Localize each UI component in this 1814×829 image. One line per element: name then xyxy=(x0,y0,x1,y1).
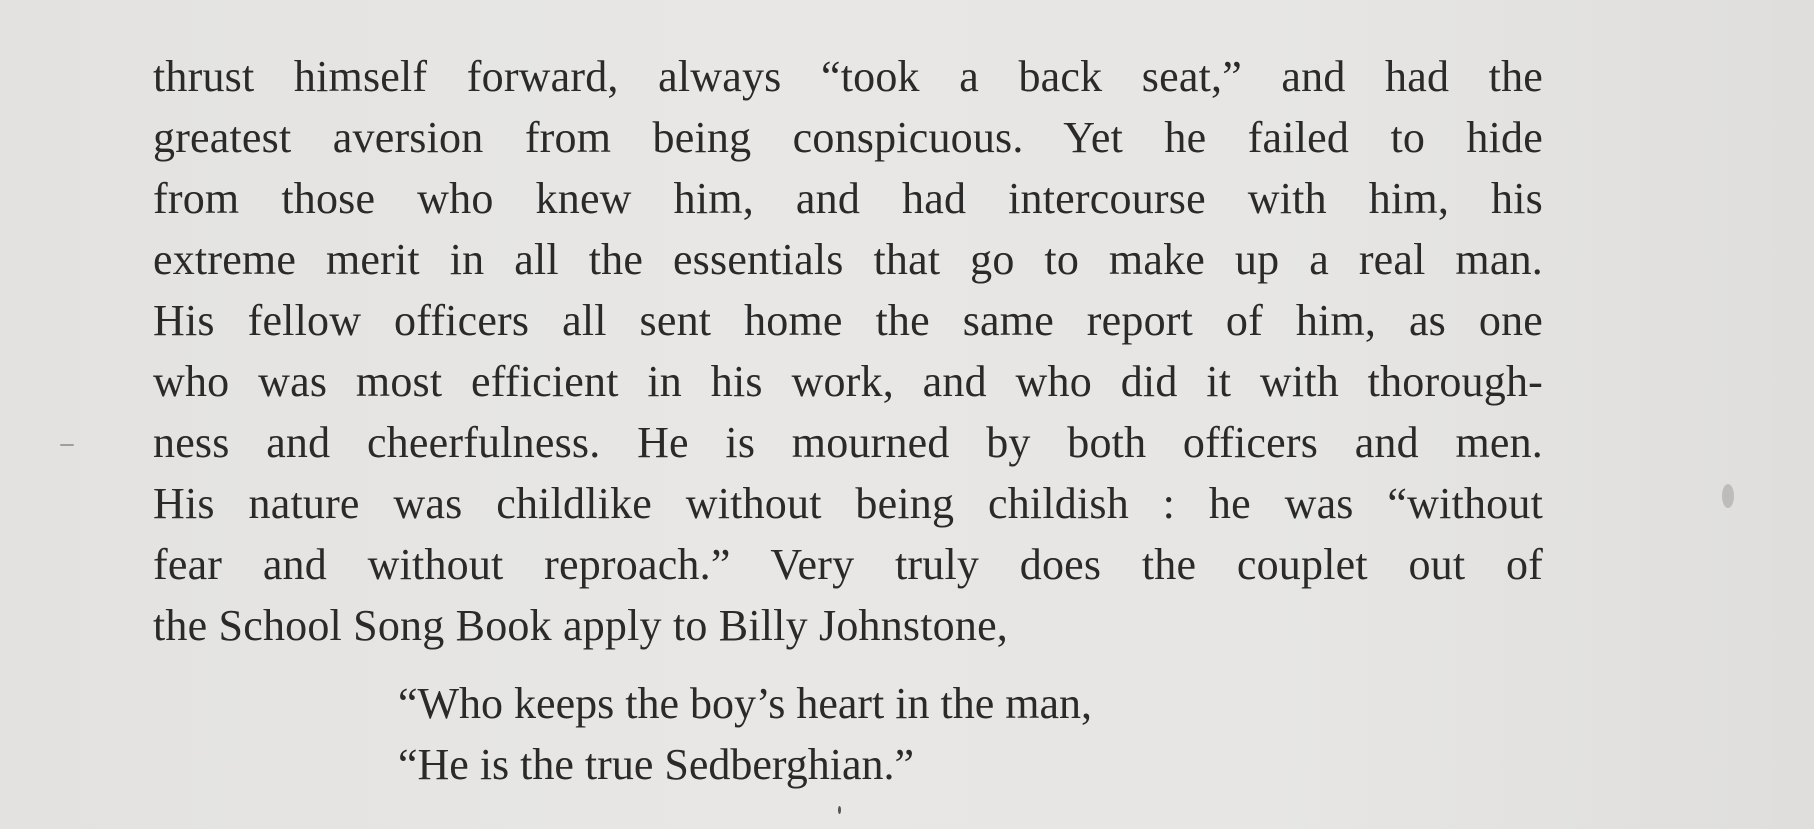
text-line: who was most efficient in his work, and who did it with thorough- xyxy=(153,357,1543,406)
text-line: the School Song Book apply to Billy Johnstone, xyxy=(153,601,1008,650)
text-line: His nature was childlike without being childish : he was “without xyxy=(153,479,1543,528)
paper-speck xyxy=(1722,484,1734,508)
text-line: greatest aversion from being conspicuous. Yet he failed to hide xyxy=(153,113,1543,162)
verse-couplet xyxy=(398,673,1092,795)
text-line: extreme merit in all the essentials that go to make up a real man. xyxy=(153,235,1543,284)
body-paragraph xyxy=(153,46,1543,656)
paper-speck xyxy=(838,806,841,814)
text-line: from those who knew him, and had intercourse with him, his xyxy=(153,174,1543,223)
margin-dash xyxy=(60,444,74,446)
text-line: ness and cheerfulness. He is mourned by both officers and men. xyxy=(153,418,1543,467)
verse-line: “He is the true Sedberghian.” xyxy=(398,740,915,789)
text-line: fear and without reproach.” Very truly does the couplet out of xyxy=(153,540,1543,589)
text-line: thrust himself forward, always “took a back seat,” and had the xyxy=(153,52,1543,101)
text-line: His fellow officers all sent home the same report of him, as one xyxy=(153,296,1543,345)
verse-line: “Who keeps the boy’s heart in the man, xyxy=(398,679,1093,728)
